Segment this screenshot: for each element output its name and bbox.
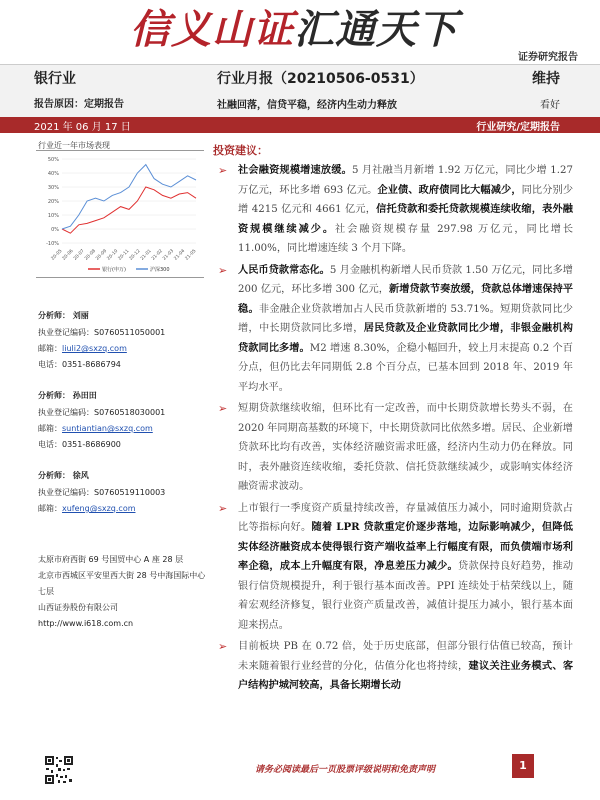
phone-label: 电话： bbox=[38, 360, 62, 369]
email-link[interactable]: liuli2@sxzq.com bbox=[62, 344, 127, 353]
disclaimer-note: 请务必阅读最后一页股票评级说明和免责声明 bbox=[255, 765, 436, 775]
analyst-email bbox=[38, 503, 208, 514]
analyst-phone bbox=[38, 439, 208, 450]
advice-bold: 新增贷款节奏放缓，贷款总体增速保持平稳。 bbox=[238, 283, 574, 315]
analyst-email bbox=[38, 343, 208, 354]
chart-title: 行业近一年市场表现 bbox=[38, 141, 110, 150]
series-line bbox=[62, 165, 196, 229]
reg-value: S0760518030001 bbox=[94, 408, 166, 417]
y-tick-label: 40% bbox=[47, 171, 59, 177]
advice-text: 上市银行一季度资产质量持续改善，存量减值压力减小，同时逾期贷款占比等指标向好。 bbox=[238, 502, 573, 533]
arrow-icon: ➢ bbox=[218, 501, 228, 515]
advice-text: 同比分别少增 4215 亿元和 4661 亿元， bbox=[238, 184, 574, 215]
analyst-card bbox=[38, 470, 208, 514]
arrow-icon: ➢ bbox=[218, 402, 228, 415]
page-number: 1 bbox=[512, 754, 534, 778]
arrow-icon: ➢ bbox=[218, 640, 228, 653]
phone-value: 0351-8686794 bbox=[62, 360, 121, 369]
y-tick-label: 10% bbox=[47, 213, 59, 219]
analyst-name: 分析师： 刘丽 bbox=[38, 311, 89, 320]
company-addresses bbox=[38, 552, 208, 632]
reg-value: S0760511050001 bbox=[94, 328, 166, 337]
email-link[interactable]: xufeng@sxzq.com bbox=[62, 504, 136, 513]
email-link[interactable]: suntiantian@sxzq.com bbox=[62, 424, 153, 433]
x-tick-label: 21-04 bbox=[173, 248, 187, 262]
report-type: 证券研究报告 bbox=[518, 52, 578, 63]
x-tick-label: 20-05 bbox=[50, 248, 64, 262]
reg-label: 执业登记编码： bbox=[38, 488, 94, 497]
arrow-icon: ➢ bbox=[218, 263, 228, 277]
advice-bold: 随着 LPR 贷款重定价逐步落地，边际影响减少，但降低实体经济融资成本使得银行资产端收益率上行幅度有限，而负债端市场利率企稳，成本上升幅度有限，净息差压力减少。 bbox=[238, 521, 573, 572]
advice-text: 5 月金融机构新增人民币贷款 1.50 万亿元，同比多增 200 亿元，环比多增 300 亿元， bbox=[238, 264, 573, 295]
advice-text: M2 增速 8.30%，企稳小幅回升，较上月末提高 0.2 个百分点，但仍比去年同期低 2.8 个百分点，已基本回到 2018 年、2019 年平均水平。 bbox=[238, 342, 573, 393]
reg-value: S0760519110003 bbox=[94, 488, 166, 497]
phone-label: 电话： bbox=[38, 440, 62, 449]
analyst-phone bbox=[38, 359, 208, 370]
advice-item bbox=[213, 261, 573, 398]
report-date: 2021 年 06 月 17 日 bbox=[34, 122, 131, 133]
analyst-name: 分析师： 徐风 bbox=[38, 471, 89, 480]
x-tick-label: 21-02 bbox=[151, 248, 164, 262]
legend-label: 银行(申万) bbox=[102, 267, 126, 273]
reg-label: 执业登记编码： bbox=[38, 328, 94, 337]
x-tick-label: 20-07 bbox=[72, 248, 86, 262]
qr-code-icon bbox=[44, 755, 74, 785]
chart-svg bbox=[36, 151, 204, 279]
advice-text: 目前板块 PB 在 0.72 倍，处于历史底部，但部分银行估值已较高，预计未来随着银行业经营的分化，估值分化也将持续， bbox=[238, 641, 573, 672]
address-line: 太原市府西街 69 号国贸中心 A 座 28 层 bbox=[38, 555, 184, 564]
x-tick-label: 20-08 bbox=[84, 248, 97, 262]
arrow-icon: ➢ bbox=[218, 164, 228, 177]
x-tick-label: 20-06 bbox=[61, 248, 75, 262]
y-tick-label: -10% bbox=[46, 241, 59, 247]
phone-value: 0351-8686900 bbox=[62, 440, 121, 449]
legend-label: 沪深300 bbox=[150, 267, 170, 273]
advice-item bbox=[213, 161, 573, 259]
advice-item bbox=[213, 637, 573, 696]
email-label: 邮箱： bbox=[38, 504, 62, 513]
advice-item bbox=[213, 399, 573, 497]
advice-text: 5 月社融当月新增 1.92 万亿元，同比少增 1.27 万亿元，环比多增 693 亿元。 bbox=[238, 165, 573, 196]
slogan-part-a: 信义山证 bbox=[130, 6, 294, 53]
y-tick-label: 20% bbox=[47, 199, 59, 205]
advice-bold: 社会融资规模增速放缓。 bbox=[238, 164, 353, 176]
analyst-email bbox=[38, 423, 208, 434]
advice-text: 贷款保持良好趋势，推动银行信贷规模提升，利于银行基本面改善。PPI 连续处于枯荣线以上，随着宏观经济修复，银行业资产质量改善，减值计提压力减小，银行基本面迎来拐点。 bbox=[238, 561, 574, 631]
advice-bold: 信托贷款和委托贷款规模连续收缩，表外融资规模继续减少。 bbox=[238, 203, 573, 235]
x-tick-label: 20-10 bbox=[106, 248, 120, 262]
x-tick-label: 20-09 bbox=[95, 248, 109, 262]
analyst-card bbox=[38, 310, 208, 370]
y-tick-label: 0% bbox=[51, 227, 59, 233]
advice-text: 非金融企业贷款增加占人民币贷款新增的 53.71%。短期贷款同比少增，中长期贷款同比多增， bbox=[238, 303, 573, 334]
analyst-reg bbox=[38, 487, 208, 498]
x-tick-label: 21-01 bbox=[139, 248, 153, 262]
email-label: 邮箱： bbox=[38, 424, 62, 433]
investment-advice bbox=[213, 142, 573, 698]
report-title: 行业月报（20210506-0531） bbox=[217, 71, 424, 87]
advice-bold: 建议关注业务模式、客户结构护城河较高，具备长期增长动 bbox=[238, 659, 574, 691]
x-tick-label: 21-03 bbox=[162, 248, 176, 262]
advice-bold: 人民币贷款常态化。 bbox=[238, 263, 330, 276]
report-reason: 报告原因：定期报告 bbox=[34, 99, 124, 110]
report-subtitle: 社融回落，信贷平稳，经济内生动力释放 bbox=[217, 100, 397, 111]
section-label: 投资建议： bbox=[213, 144, 268, 157]
x-tick-label: 20-12 bbox=[128, 248, 142, 262]
company-website[interactable]: http://www.i618.com.cn bbox=[38, 619, 134, 628]
email-label: 邮箱： bbox=[38, 344, 62, 353]
analyst-name: 分析师： 孙田田 bbox=[38, 391, 97, 400]
advice-bold: 居民贷款及企业贷款同比少增，非银金融机构贷款同比多增。 bbox=[238, 322, 573, 354]
address-line: 北京市西城区平安里西大街 28 号中海国际中心七层 bbox=[38, 571, 206, 596]
slogan-part-b: 汇通天下 bbox=[294, 6, 458, 53]
analyst-reg bbox=[38, 407, 208, 418]
rating: 维持 bbox=[532, 71, 560, 87]
slogan bbox=[130, 0, 458, 55]
y-tick-label: 30% bbox=[47, 185, 59, 191]
y-tick-label: 50% bbox=[47, 157, 59, 163]
advice-text: 社会融资规模存量 297.98 万亿元，同比增长 11.00%，同比增速连续 3 个月下降。 bbox=[238, 223, 574, 254]
x-tick-label: 20-11 bbox=[117, 248, 131, 262]
analyst-reg bbox=[38, 327, 208, 338]
analyst-list bbox=[38, 310, 208, 534]
x-tick-label: 21-05 bbox=[184, 248, 198, 262]
advice-item bbox=[213, 499, 573, 636]
analyst-card bbox=[38, 390, 208, 450]
advice-bold: 企业债、政府债同比大幅减少， bbox=[377, 183, 522, 196]
rating-description: 看好 bbox=[540, 100, 560, 111]
market-performance-chart bbox=[36, 150, 204, 278]
slogan-banner bbox=[0, 0, 600, 62]
company-name: 山西证券股份有限公司 bbox=[38, 603, 118, 612]
reg-label: 执业登记编码： bbox=[38, 408, 94, 417]
industry-name: 银行业 bbox=[34, 71, 76, 87]
advice-text: 短期贷款继续收缩，但环比有一定改善，而中长期贷款增长势头不弱，在 2020 年同期高基数的环境下，中长期贷款同比依然多增。居民、企业新增贷款环比均有改善，实体经济融资需求旺盛，经济内生动力仍在释放。同时，表外融资连续收缩，委托贷款、信托贷款继续减少，或影响实体经济融资需求波动。 bbox=[238, 403, 573, 492]
report-category: 行业研究/定期报告 bbox=[476, 122, 560, 133]
